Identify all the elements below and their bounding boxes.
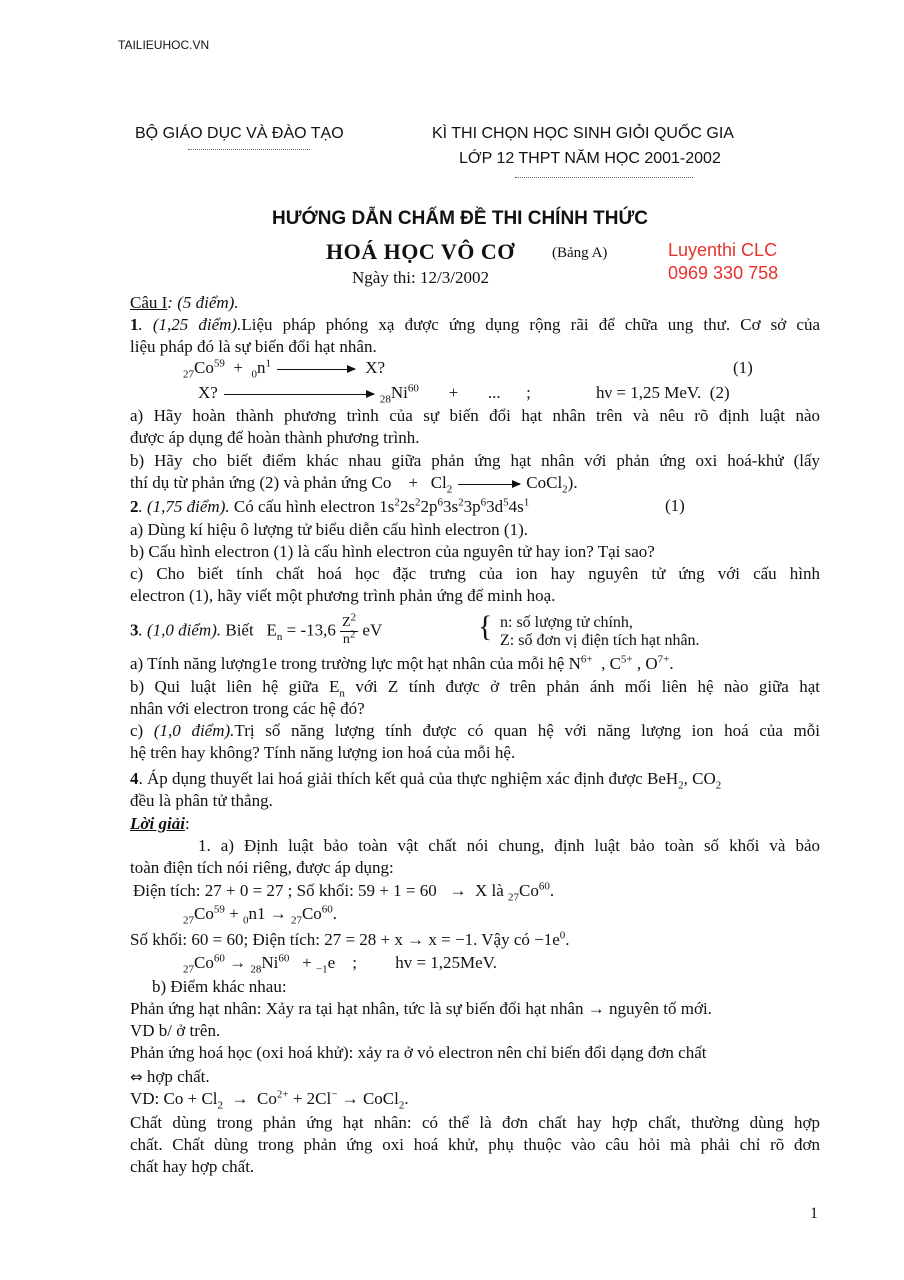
z-definition: Z: số đơn vị điện tích hạt nhân.	[500, 632, 700, 649]
part2-b: b) Cấu hình electron (1) là cấu hình electron của nguyên tử hay ion? Tại sao?	[130, 542, 655, 561]
solution-1a-eq2: $_{27}Co^{60} \to _{28}Ni^{60} + _{-1}e$ ; hv = 1,25MeV.	[183, 952, 498, 976]
n-definition: n: số lượng tử chính,	[500, 614, 633, 631]
part2-c-2: electron (1), hãy viết một phương trình phản ứng để minh hoạ.	[130, 586, 556, 605]
ministry-name: BỘ GIÁO DỤC VÀ ĐÀO TẠO	[135, 125, 344, 142]
solution-1b-6: Chất dùng trong phản ứng hạt nhân: có thể là đơn chất hay hợp chất, thường dùng hợp	[130, 1113, 820, 1132]
part1-intro: 1. (1,25 điểm).Liệu pháp phóng xạ được ứng dụng rộng rãi để chữa ung thư. Cơ sở của	[130, 315, 820, 334]
part2-intro: 2. (1,75 điểm). Có cấu hình electron $1s^22s^22p^63s^23p^63d^54s^1$	[130, 496, 530, 516]
part3-c: c) (1,0 điểm).Trị số năng lượng tính được có quan hệ với năng lượng ion hoá của mỗi	[130, 721, 820, 740]
solution-1a-5: Số khối: 60 = 60; Điện tích: 27 = 28 + x → x = −1. Vậy có $-1e^0$.	[130, 929, 570, 949]
definition-brace: {	[478, 610, 493, 643]
solution-1b-1: Phản ứng hạt nhân: Xảy ra tại hạt nhân, tức là sự biến đổi hạt nhân → nguyên tố mới.	[130, 999, 712, 1018]
double-arrow-icon: ⇔	[130, 1068, 143, 1086]
solution-1b-4: ⇔ hợp chất.	[130, 1067, 210, 1086]
solution-1b-5: VD: $Co + Cl_2 \to Co^{2+} + 2Cl^-$ → CoCl$_2$.	[130, 1088, 409, 1112]
solution-1b-8: chất hay hợp chất.	[130, 1157, 255, 1176]
solution-1b-3: Phản ứng hoá học (oxi hoá khử): xảy ra ở vỏ electron nên chỉ biến đổi dạng đơn chất	[130, 1043, 707, 1062]
part3-b-2: nhân với electron trong các hệ đó?	[130, 699, 365, 718]
part1-b: b) Hãy cho biết điểm khác nhau giữa phản ứng hạt nhân với phản ứng oxi hoá-khử (lấy	[130, 451, 820, 470]
part1-intro-2: liệu pháp đó là sự biến đổi hạt nhân.	[130, 337, 377, 356]
solution-1b-heading: b) Điểm khác nhau:	[152, 977, 287, 996]
exam-title: KÌ THI CHỌN HỌC SINH GIỎI QUỐC GIA	[432, 125, 734, 142]
promo-phone: 0969 330 758	[668, 263, 779, 283]
part3-a: a) Tính năng lượng1e trong trường lực một hạt nhân của mỗi hệ $N^{6+}$ , $C^{5+}$ , $O^{7+}$.	[130, 653, 674, 673]
part3-intro: 3. (1,0 điểm). Biết $E_n = -13,6$ $\frac{Z^2}{n^2}$ eV	[130, 611, 383, 647]
exam-date: Ngày thi: 12/3/2002	[352, 268, 489, 287]
equation-2-energy: hν = 1,25 MeV. (2)	[596, 383, 730, 402]
solution-1b-7: chất. Chất dùng trong phản ứng oxi hoá khử, phụ thuộc vào câu hỏi mà phải chỉ rõ đơn	[130, 1135, 820, 1154]
reaction-arrow-icon	[277, 369, 355, 370]
part4: 4. Áp dụng thuyết lai hoá giải thích kết quả của thực nghiệm xác định được BeH$_2$, $CO_2$	[130, 769, 722, 792]
equation-1-label: (1)	[733, 358, 753, 377]
part2-a: a) Dùng kí hiệu ô lượng tử biểu diễn cấu hình electron (1).	[130, 520, 529, 539]
equation-2: X? $_{28}Ni^{60}$ + ... ;	[198, 382, 531, 406]
part3-c-2: hệ trên hay không? Tính năng lượng ion hoá của mỗi hệ.	[130, 743, 516, 762]
exam-underline	[515, 177, 693, 178]
exam-year: LỚP 12 THPT NĂM HỌC 2001-2002	[459, 150, 721, 167]
solution-1a-2: toàn điện tích nói riêng, được áp dụng:	[130, 858, 394, 877]
subject-title: HOÁ HỌC VÔ CƠ	[326, 239, 515, 264]
part1-a: a) Hãy hoàn thành phương trình của sự biến đổi hạt nhân trên và nêu rõ định luật nào	[130, 406, 820, 425]
solution-1a-3: Điện tích: 27 + 0 = 27 ; Số khối: 59 + 1 = 60 → X là $_{27}Co^{60}$.	[133, 880, 555, 904]
page-number: 1	[810, 1205, 818, 1222]
promo-name: Luyenthi CLC	[668, 240, 778, 260]
part2-eq-label: (1)	[665, 496, 685, 515]
part1-b-2: thí dụ từ phản ứng (2) và phản ứng Co + $Cl_2$ CoCl$_2$).	[130, 473, 578, 496]
part3-b: b) Qui luật liên hệ giữa $E_n$ với Z tính được ở trên phản ánh mối liên hệ nào giữa hạt	[130, 677, 820, 700]
equation-1: $_{27}Co^{59} + _0n^1$ X?	[183, 357, 386, 381]
reaction-arrow-icon	[224, 394, 374, 395]
board-label: (Bảng A)	[552, 245, 608, 261]
solution-1b-2: VD b/ ở trên.	[130, 1021, 221, 1040]
document-title: HƯỚNG DẪN CHẤM ĐỀ THI CHÍNH THỨC	[272, 208, 648, 229]
question-heading: Câu I: (5 điểm).	[130, 293, 239, 312]
reaction-arrow-icon	[458, 484, 520, 485]
site-watermark: TAILIEUHOC.VN	[118, 38, 210, 52]
part4-2: đều là phân tử thẳng.	[130, 791, 273, 810]
z-over-n-fraction: $\frac{Z^2}{n^2}$	[342, 611, 357, 647]
part2-c: c) Cho biết tính chất hoá học đặc trưng của ion hay nguyên tử ứng với cấu hình	[130, 564, 820, 583]
solution-1a-eq: $_{27}Co^{59} + _0n1 \to _{27}Co^{60}$.	[183, 903, 338, 927]
solution-heading: Lời giải:	[130, 814, 190, 833]
ministry-underline	[188, 149, 310, 150]
solution-1a: 1. a) Định luật bảo toàn vật chất nói chung, định luật bảo toàn số khối và bảo	[198, 836, 820, 855]
part1-a-2: được áp dụng để hoàn thành phương trình.	[130, 428, 420, 447]
